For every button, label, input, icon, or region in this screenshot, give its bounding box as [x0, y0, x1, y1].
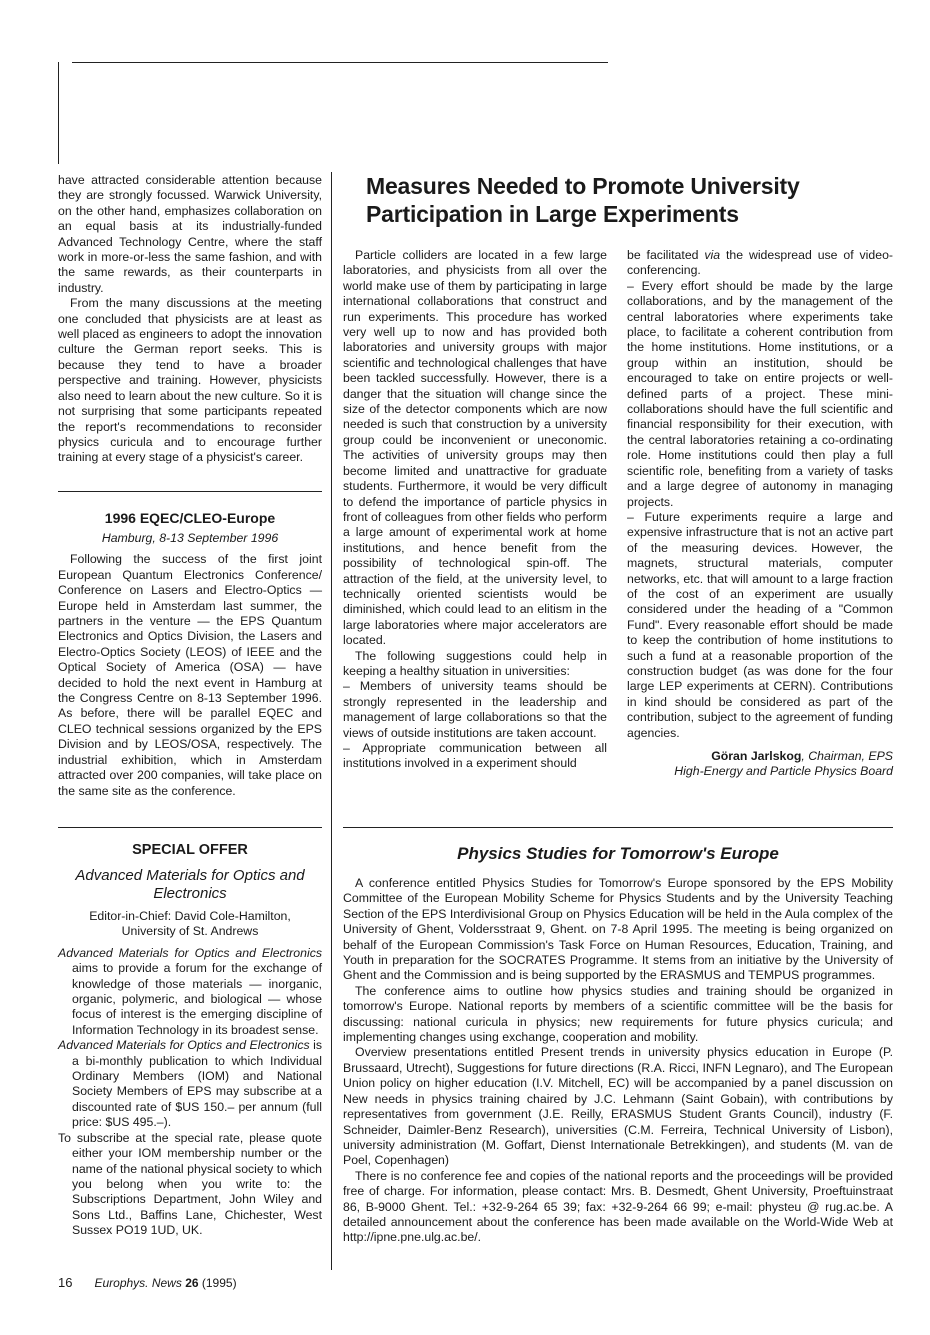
measures-paragraph: – Every effort should be made by the large collaborations, and by the management of the central laboratories where experiments take place, to facilitate a coherent contribution from the home institutions. Home institutions, or a group within an institution, should be encouraged to take on entire projects or well-defined parts of a project. These mini-collaborations should have the full scientific and financial responsibility for their execution, with the central laboratories retaining a co-ordinating role. Home institutions could then play a full scientific role, benefiting from a variety of tasks and a large degree of autonomy in managing projects.: [627, 278, 893, 509]
measures-title-line: Measures Needed to Promote University: [366, 173, 800, 199]
section-divider: [343, 827, 893, 828]
measures-paragraph: The following suggestions could help in keeping a healthy situation in universities:: [343, 648, 607, 678]
physics-paragraph: The conference aims to outline how physics studies and training should be organized in tomorrow's Europe. National reports by members of a scientific committee will be the basis for discussing: national curicula in physics; new requirements for future physics curicula; and implementing changes using exchange, cooperation and mobility.: [343, 983, 893, 1045]
offer-paragraph: To subscribe at the special rate, please quote either your IOM membership number or the name of the national physical society to which you belong when you write to: the Subscriptions Department, John Wiley and Sons Ltd., Baffins Lane, Chichester, West Sussex PO19 1UD, UK.: [58, 1130, 322, 1238]
measures-title-line: Participation in Large Experiments: [366, 201, 739, 227]
measures-column-1: [343, 248, 607, 772]
editor-affiliation: University of St. Andrews: [121, 924, 259, 939]
publication-year: (1995): [201, 1276, 237, 1290]
physics-paragraph: Overview presentations entitled Present trends in university physics education in Europe (P. Brussaard, Utrecht), Suggestions for future directions (R.A. Ricci, INFN Legnaro), and The European Union policy on higher education (I.V. Mitchell, EC) will be accompanied by a panel discussion on New needs in physics training chaired by J.C. Lehmann (Saint Gobain), with contributions by representatives from government (J.E. Reilly, ERASMUS Student Grants Council), industry (F. Schneider, Daimler-Benz Research), universities (C.M. Ferreira, Technical University of Lisbon), university administration (M. Goffart, Dienst Internationale Betrekkingen), and students (M. van de Poel, Copenhagen): [343, 1045, 893, 1168]
offer-text: aims to provide a forum for the exchange of knowledge of those materials — inorganic, organic, polymeric, and biological — whose focus of interest is the emerging discipline of Information Technology in its broadest sense.: [72, 961, 322, 1037]
eqec-title: 1996 EQEC/CLEO-Europe: [104, 510, 276, 526]
top-left-vertical-rule: [58, 62, 59, 164]
intro-paragraph: From the many discussions at the meeting one concluded that physicists are at least as well placed as engineers to adopt the innovation culture the German report seeks. This is because they tend to have a broader perspective and training. However, physicists also need to learn about the new culture. So it is not surprising that some participants repeated the report's recommendations to reconsider physics curicula and to encourage further training at every stage of a physicist's career.: [58, 296, 322, 465]
offer-paragraph: [58, 1038, 322, 1130]
measures-paragraph: – Members of university teams should be strongly represented in the leadership and management of large collaborations so that the views of outside institutions are taken account.: [343, 679, 607, 740]
signature-name: Göran Jarlskog: [711, 749, 802, 763]
special-offer-heading: SPECIAL OFFER: [132, 842, 248, 858]
editor-line: Editor-in-Chief: David Cole-Hamilton,: [89, 909, 291, 923]
measures-paragraph: – Appropriate communication between all institutions involved in a experiment should: [343, 741, 607, 771]
physics-studies-title: Physics Studies for Tomorrow's Europe: [457, 844, 779, 863]
journal-name: Advanced Materials for Optics and Electronics: [58, 945, 322, 960]
physics-paragraph: A conference entitled Physics Studies for Tomorrow's Europe sponsored by the EPS Mobility Committee of the European Mobility Scheme for Physics Students and by the University Teaching Section of the EPS Interdivisional Group on Physics Education will be held in the Aula complex of the University of Ghent, Voldersstraat 9, Ghent. on 7-8 April 1995. The meeting is being organized on behalf of the European Commission's Task Force on Human Resources, Education, Training, and Youth in preparation for the SOCRATES Programme. It stems from an initiative by the University of Ghent and the Commission and is being supported by the ERASMUS and TEMPUS programmes.: [343, 876, 893, 983]
page-number: 16: [58, 1275, 73, 1290]
journal-name-footer: Europhys. News: [94, 1276, 182, 1290]
journal-name: Advanced Materials for Optics and Electronics: [58, 1038, 310, 1053]
page-footer: [58, 1275, 237, 1291]
physics-paragraph: There is no conference fee and copies of the national reports and the proceedings will be provided free of charge. For information, please contact: Mrs. B. Desmedt, Ghent University, Proeftuinstraat 86, B-9000 Ghent. Tel.: +32-9-264 65 39; fax: +32-9-264 66 99; e-mail: physteu @ rug.ac.be. A detailed announcement about the conference has been made available on the World-Wide Web at http://ipne.pne.ulg.ac.be/.: [343, 1168, 893, 1245]
signature-board: High-Energy and Particle Physics Board: [674, 764, 893, 779]
offer-paragraph: [58, 946, 322, 1038]
top-horizontal-rule: [72, 62, 608, 63]
eqec-subtitle: Hamburg, 8-13 September 1996: [101, 531, 279, 545]
signature-role: , Chairman, EPS: [801, 749, 893, 763]
volume-number: 26: [185, 1276, 199, 1290]
signature: [627, 749, 893, 764]
left-column-intro: [58, 173, 322, 466]
measures-paragraph: – Future experiments require a large and expensive infrastructure that is not an active part of the measuring devices. However, the magnets, structural materials, computer networks, etc. that will amount to a large fraction of the cost of an experiment are usually considered under the heading of a "Common Fund". Every reasonable effort should be made to keep the contribution of home institutions to such a fund at a reasonable proportion of the construction budget (as was done for the four large LEP experiments at CERN). Contributions in kind should be considered as part of the contribution, subject to the agreement of funding agencies.: [627, 509, 893, 740]
measures-paragraph: Particle colliders are located in a few large laboratories, and physicists from all over the world make use of them by participating in large international collaborations that construct and run experiments. This procedure has worked very well up to now and has provided both laboratories and university groups with major scientific and technological challenges that have been tackled successfully. However, there is a danger that the situation will change since the size of the detector components which are now needed is such that construction by a university group could be inconvenient or uneconomic. The activities of university groups may then become limited and unattractive for graduate students. Furthermore, it would be very difficult to defend the importance of particle physics in front of colleagues from other fields who perform a large amount of experimental work at home institutions, and hence benefit from the possibility of technological spin-off. The attraction of the field, at the university level, to technically oriented scientists would be diminished, which could lead to an elitism in the large laboratories where major accelerators are located.: [343, 248, 607, 648]
column-separator: [331, 172, 332, 1270]
physics-studies-body: [343, 876, 893, 1246]
measures-paragraph: be facilitated via the widespread use of video-conferencing.: [627, 248, 894, 278]
measures-column-2: [627, 248, 893, 780]
eqec-section: [58, 509, 322, 799]
special-offer-section: [58, 841, 322, 1239]
section-divider: [58, 491, 322, 492]
eqec-body: Following the success of the first joint European Quantum Electronics Conference/ Conference on Lasers and Electro-Optics — Europe held in Amsterdam last summer, the partners in the venture — the EPS Quantum Electronics and Optics Division, the Lasers and Electro-Optics Society (LEOS) of IEEE and the Optical Society of America (OSA) — have decided to hold the next event in Hamburg at the Congress Centre on 8-13 September 1996. As before, there will be parallel EQEC and CLEO technical sessions organized by the EPS Division and by LEOS/OSA, respectively. The industrial exhibition, which in Amsterdam attracted over 200 companies, will take place on the same site as the conference.: [58, 552, 322, 798]
offer-text: is a bi-monthly publication to which Individual Ordinary Members (IOM) and National Society Members of EPS may subscribe at a discounted rate of $US 150.– per annum (full price: $US 495.–).: [72, 1038, 322, 1130]
intro-paragraph: have attracted considerable attention because they are strongly focussed. Warwick University, on the other hand, emphasizes collaboration on an equal basis at its industrially-funded Advanced Technology Centre, where the staff work in more-or-less the same fashion, and with the same rewards, as their counterparts in industry.: [58, 173, 322, 295]
journal-title: Advanced Materials for Optics and Electronics: [75, 867, 305, 902]
section-divider: [58, 827, 322, 828]
measures-title: [366, 172, 886, 228]
